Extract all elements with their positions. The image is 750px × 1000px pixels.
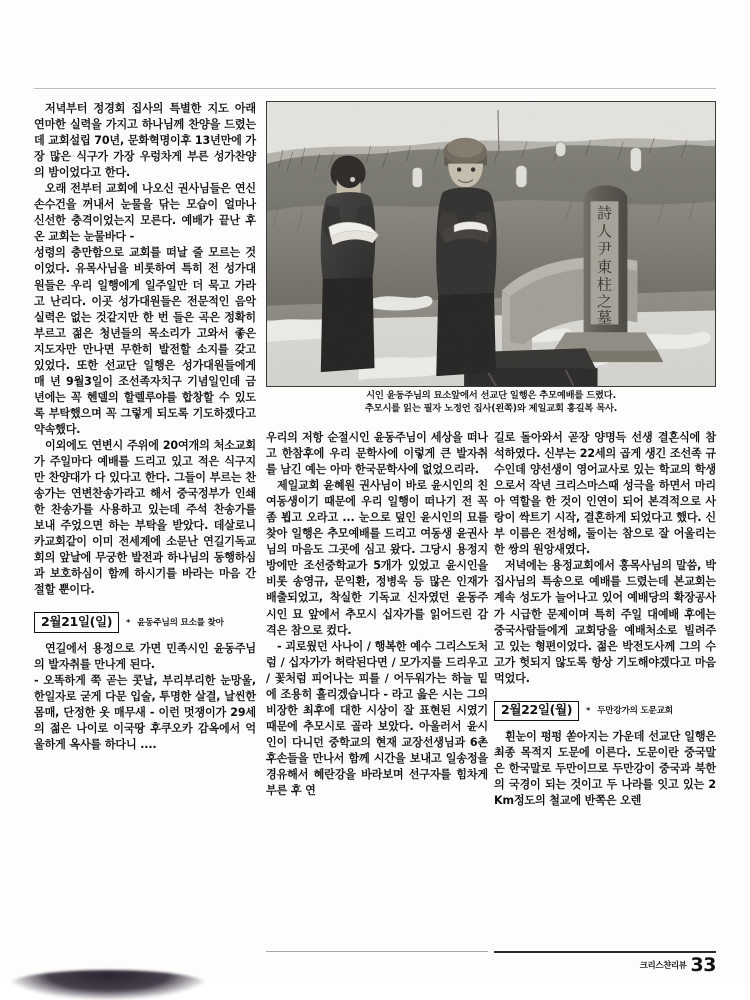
date-subtitle: 윤동주님의 묘소를 찾아 — [137, 617, 224, 628]
date-box-label: 2월22일(월) — [494, 701, 579, 721]
paragraph: 이외에도 연변시 주위에 20여개의 처소교회가 주일마다 예배를 드리고 있고 적은 식구지만 찬양대가 다 있다고 한다. 그들이 부르는 찬송가는 연변찬송가라고 해서 중국정부가 인쇄한 찬송가를 사용하고 있는데 주석 찬송가를 보내 주었으면 하는 부탁을 받았다. 데살로니카교회같이 이미 전세계에 소문난 연길기독교회의 앞날에 무궁한 발전과 하나님의 동행하심과 보호하심이 함께 하시기를 바라는 마음 간절할 뿐이다. — [34, 438, 256, 597]
page-footer — [639, 954, 716, 976]
paragraph: 저녁부터 정경회 집사의 특별한 지도 아래 연마한 실력을 가지고 하나님께 찬양을 드렸는데 교회설립 70년, 문화혁명이후 13년만에 가장 많은 식구가 가장 우렁차게 부른 성가찬양의 밤이었다고 한다. — [34, 102, 256, 180]
yun-dongju-grave-photo — [266, 101, 716, 387]
date-box-label: 2월21일(일) — [34, 612, 119, 632]
article-column-right — [494, 430, 716, 809]
svg-text:之: 之 — [597, 292, 612, 311]
date-heading-feb22 — [494, 701, 716, 721]
paragraph: 우리의 저항 순절시인 윤동주님이 세상을 떠나고 한참후에 우리 문학사에 이렇게 큰 발자취를 남긴 예는 아마 한국문학사에 없었으리라. — [266, 431, 488, 477]
paragraph: 연길에서 용정으로 가면 민족시인 윤동주님의 발자취를 만나게 된다. — [34, 641, 256, 671]
photo-caption-line-2: 추모시를 읽는 필자 노정언 집사(왼쪽)와 제일교회 홍길복 목사. — [364, 403, 618, 415]
top-divider-rule — [34, 88, 716, 89]
article-column-left — [34, 101, 256, 753]
article-column-middle — [266, 430, 488, 799]
paragraph: - 괴로웠던 사나이 / 행복한 예수 그리스도처럼 / 십자가가 허락된다면 / 모가지를 드리우고 / 꽃처럼 피어나는 피를 / 어두워가는 하늘 밑에 조용히 흘리겠습니다 - 라고 읊은 시는 그의 비장한 최후에 대한 시상이 잘 표현된 시였기 때문에 추모시로 골라 보았다. 아울러서 윤시인이 다니던 중학교의 현재 교장선생님과 6촌 후손들을 만나서 함께 시간을 보내고 일송정을 경유해서 혜란강을 바라보며 선구자를 힘차게 부른 후 연 — [266, 639, 488, 798]
svg-text:東: 東 — [597, 257, 612, 276]
scan-artifact-smudge — [8, 970, 208, 1000]
svg-text:柱: 柱 — [597, 275, 612, 294]
footer-divider-rule — [494, 951, 716, 953]
photo-graphic — [267, 102, 715, 386]
magazine-name: 크리스챤리뷰 — [639, 960, 687, 971]
page-number: 33 — [690, 954, 716, 976]
svg-text:尹: 尹 — [597, 239, 612, 258]
paragraph: 성령의 충만함으로 교회를 떠날 줄 모르는 것이었다. 유목사님을 비롯하여 특히 전 성가대원들은 우리 일행에게 일주일만 더 묵고 가라고 난리다. 이곳 성가대원들은 전문적인 음악실력은 없는 것같지만 한 번 들은 곡은 정확히 부르고 젊은 청년들의 목소리가 고와서 좋은 지도자만 만나면 무한히 발전할 소지를 갖고 있었다. 또한 선교단 일행은 성가대원들에게 매 년 9월3일이 조선족자치구 기념일인데 금년에는 꼭 헨델의 할렐루야를 합창할 수 있도록 부탁했으며 꼭 그렇게 되도록 기도하겠다고 약속했다. — [34, 246, 256, 436]
paragraph: 오래 전부터 교회에 나오신 권사님들은 연신 손수건을 꺼내서 눈물을 닦는 모습이 얼마나 신선한 충격이었는지 모른다. 예배가 끝난 후 온 교회는 눈물바다 - — [34, 182, 256, 244]
bullet-star-icon: * — [586, 705, 591, 715]
paragraph: 제일교회 윤혜원 권사님이 바로 윤시인의 친여동생이기 때문에 우리 일행이 떠나기 전 꼭 좀 뵙고 오라고 ... 눈으로 덮인 윤시인의 묘를 찾아 일행은 추모예배를 드리고 여동생 윤권사님의 마음도 그곳에 심고 왔다. 그당시 용정지방에만 조선중학교가 5개가 있었고 윤시인을 비롯 송영규, 문익환, 정병욱 등 많은 인재가 배출되었고, 착실한 기독교 신자였던 윤동주 시인 묘 앞에서 추모시 십자가를 읽어드린 감격은 참으로 컸다. — [266, 479, 488, 637]
footer-divider-middle — [266, 951, 488, 952]
photo-caption — [266, 389, 716, 416]
paragraph: 저녁에는 용정교회에서 홍목사님의 말씀, 박집사님의 특송으로 예배를 드렸는데 본교회는 계속 성도가 늘어나고 있어 예배당의 확장공사가 시급한 문제이며 특히 주일 대예배 후에는 중국사람들에게 교회당을 예배처소로 빌려주고 있는 형편이었다. 젊은 박전도사께 그의 수고가 헛되지 않도록 항상 기도해야겠다고 마음 먹었다. — [494, 559, 716, 685]
svg-text:人: 人 — [597, 222, 612, 241]
photo-caption-line-1: 시인 윤동주님의 묘소앞에서 선교단 일행은 추모예배를 드렸다. — [366, 390, 616, 401]
bullet-star-icon: * — [126, 617, 131, 627]
paragraph: - 오똑하게 쭉 곧는 콧날, 부리부리한 눈망울, 한일자로 굳게 다문 입술, 투명한 살결, 날씬한 몸매, 단정한 옷 매무새 - 이런 멋쟁이가 29세의 젊은 나이로 이국땅 후쿠오카 감옥에서 억울하게 옥사를 하다니 .... — [34, 674, 256, 752]
date-heading-feb21 — [34, 612, 256, 632]
paragraph: 흰눈이 펑펑 쏟아지는 가운데 선교단 일행은 최종 목적지 도문에 이른다. 도문이란 중국말은 한국말로 두만이므로 두만강이 중국과 북한의 국경이 되는 것이고 두 나라를 잇고 있는 2Km정도의 철교에 반쪽은 오렌 — [494, 730, 716, 808]
date-subtitle: 두만강가의 도문교회 — [597, 705, 673, 716]
svg-text:詩: 詩 — [597, 204, 612, 223]
svg-text:墓: 墓 — [597, 308, 612, 327]
paragraph: 길로 돌아와서 곧장 양명득 선생 결혼식에 참석하였다. 신부는 22세의 곱게 생긴 조선족 규수인데 양선생이 영어교사로 있는 학교의 학생으로서 작년 크리스마스때 성극을 하면서 마리아 역할을 한 것이 인연이 되어 본격적으로 사랑이 싹트기 시작, 결혼하게 되었다고 했다. 신부 이름은 전성해, 둘이는 참으로 잘 어울리는 한 쌍의 원앙새였다. — [494, 431, 716, 557]
